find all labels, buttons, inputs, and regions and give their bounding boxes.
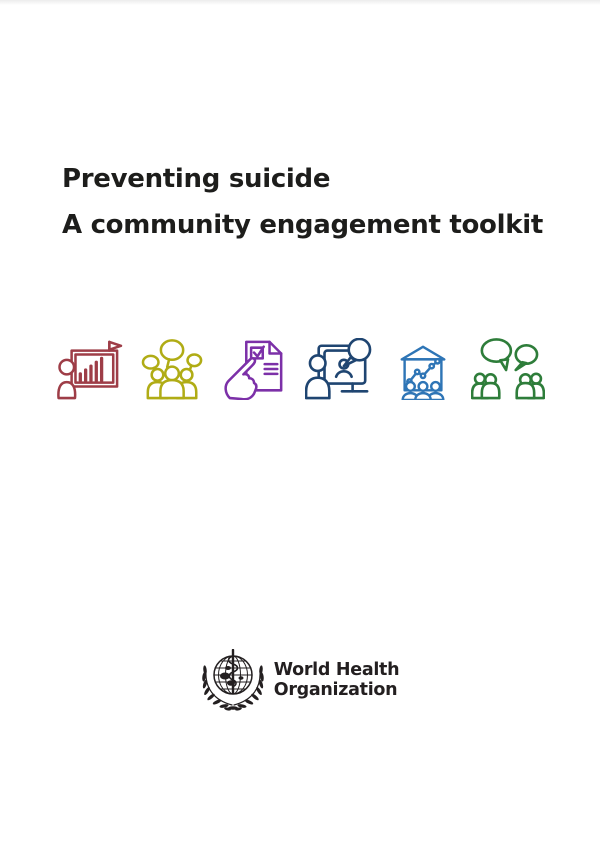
who-wordmark-line1: World Health <box>273 659 400 680</box>
who-logo <box>0 649 600 711</box>
community-discussion-icon <box>471 338 545 400</box>
flipchart-graph-audience-icon <box>392 340 454 400</box>
video-call-icon <box>305 338 375 400</box>
icon-row <box>57 330 545 400</box>
checklist-document-hand-icon <box>223 338 287 400</box>
who-wordmark-line2: Organization <box>273 680 398 700</box>
who-emblem-icon <box>201 649 265 711</box>
title-line-1: Preventing suicide <box>62 164 331 194</box>
page-top-edge <box>0 0 600 5</box>
group-speech-bubbles-icon <box>140 338 206 400</box>
page-title <box>62 156 543 248</box>
person-presentation-chart-flag-icon <box>57 340 123 400</box>
title-line-2: A community engagement toolkit <box>62 210 543 240</box>
who-wordmark <box>274 660 400 700</box>
